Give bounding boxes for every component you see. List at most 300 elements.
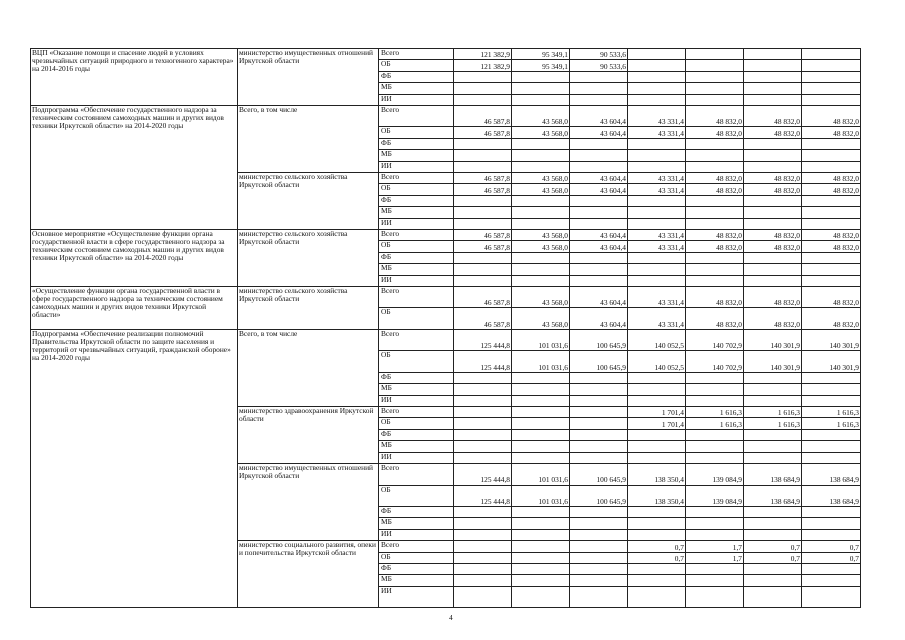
value-cell: 100 645,9 [570,329,628,351]
value-cell: 48 832,0 [744,127,802,138]
responsible-cell: министерство имущественных отношений Иркутской области [238,49,379,106]
value-cell: 140 052,5 [628,329,686,351]
responsible-cell: Всего, в том числе [238,105,379,172]
value-cell: 140 301,9 [744,329,802,351]
value-cell [628,138,686,149]
value-cell [686,252,744,263]
value-cell: 43 604,4 [570,308,628,330]
value-cell: 101 031,6 [512,464,570,486]
value-cell [570,541,628,552]
value-cell [570,507,628,518]
value-cell: 125 444,8 [454,485,512,507]
value-cell [802,384,861,395]
value-cell: 0,7 [802,552,861,563]
value-cell [744,71,802,82]
value-cell [454,552,512,563]
value-cell [454,150,512,161]
value-cell [454,441,512,452]
value-cell [512,518,570,529]
value-cell: 43 568,0 [512,241,570,252]
value-cell [686,71,744,82]
value-cell [454,507,512,518]
value-cell [802,161,861,172]
value-cell [744,507,802,518]
value-cell: 101 031,6 [512,329,570,351]
value-cell [512,564,570,575]
value-cell: 125 444,8 [454,329,512,351]
funding-source-cell: ИИ [379,529,454,540]
value-cell: 43 604,4 [570,229,628,240]
value-cell: 46 587,8 [454,286,512,308]
value-cell: 48 832,0 [686,173,744,184]
value-cell [686,150,744,161]
value-cell [802,518,861,529]
value-cell [744,264,802,275]
funding-source-cell: ОБ [379,60,454,71]
value-cell [744,395,802,406]
value-cell [686,94,744,105]
value-cell [744,429,802,440]
value-cell [628,275,686,286]
funding-source-cell: ОБ [379,127,454,138]
value-cell [570,575,628,586]
value-cell [570,452,628,463]
value-cell [686,372,744,383]
value-cell [512,94,570,105]
value-cell: 43 604,4 [570,286,628,308]
value-cell: 43 331,4 [628,229,686,240]
value-cell [802,60,861,71]
funding-source-cell: ОБ [379,184,454,195]
value-cell [454,395,512,406]
value-cell [744,518,802,529]
value-cell [686,264,744,275]
value-cell: 101 031,6 [512,351,570,373]
value-cell: 140 301,9 [802,351,861,373]
value-cell: 43 568,0 [512,286,570,308]
value-cell [512,586,570,608]
value-cell [802,218,861,229]
funding-source-cell: Всего [379,464,454,486]
value-cell: 48 832,0 [744,173,802,184]
value-cell [570,529,628,540]
value-cell: 1,7 [686,541,744,552]
value-cell: 48 832,0 [686,105,744,127]
value-cell: 46 587,8 [454,229,512,240]
value-cell [686,218,744,229]
value-cell [802,564,861,575]
value-cell [570,395,628,406]
value-cell [454,452,512,463]
value-cell [802,252,861,263]
funding-source-cell: Всего [379,49,454,60]
funding-source-cell: ИИ [379,94,454,105]
value-cell [512,150,570,161]
value-cell [512,441,570,452]
value-cell [570,195,628,206]
value-cell [454,564,512,575]
value-cell: 48 832,0 [686,308,744,330]
value-cell [802,138,861,149]
value-cell: 43 331,4 [628,173,686,184]
responsible-cell: Всего, в том числе [238,329,379,406]
value-cell [686,518,744,529]
value-cell: 48 832,0 [744,184,802,195]
value-cell: 43 604,4 [570,173,628,184]
value-cell [628,161,686,172]
value-cell: 46 587,8 [454,184,512,195]
funding-source-cell: МБ [379,384,454,395]
value-cell: 46 587,8 [454,127,512,138]
value-cell [512,252,570,263]
value-cell [802,94,861,105]
value-cell [744,372,802,383]
value-cell [570,564,628,575]
value-cell [512,429,570,440]
funding-source-cell: МБ [379,207,454,218]
value-cell [454,418,512,429]
value-cell: 138 684,9 [802,464,861,486]
value-cell [628,384,686,395]
value-cell [744,94,802,105]
value-cell [802,586,861,608]
value-cell [570,71,628,82]
value-cell: 139 084,9 [686,485,744,507]
value-cell [744,275,802,286]
value-cell [570,407,628,418]
value-cell: 48 832,0 [686,286,744,308]
value-cell [570,207,628,218]
value-cell [454,575,512,586]
value-cell: 0,7 [802,541,861,552]
value-cell [744,252,802,263]
value-cell [802,83,861,94]
value-cell [686,429,744,440]
value-cell [802,195,861,206]
funding-source-cell: ФБ [379,195,454,206]
funding-source-cell: МБ [379,518,454,529]
value-cell [570,552,628,563]
value-cell [570,94,628,105]
funding-source-cell: ОБ [379,418,454,429]
funding-source-cell: ОБ [379,241,454,252]
value-cell [744,575,802,586]
value-cell: 0,7 [744,552,802,563]
value-cell [744,452,802,463]
value-cell [628,252,686,263]
value-cell [512,395,570,406]
value-cell [570,518,628,529]
value-cell [744,384,802,395]
value-cell: 46 587,8 [454,241,512,252]
value-cell: 100 645,9 [570,351,628,373]
funding-source-cell: ФБ [379,372,454,383]
value-cell: 140 301,9 [744,351,802,373]
value-cell: 90 533,6 [570,60,628,71]
value-cell: 43 568,0 [512,308,570,330]
value-cell: 43 568,0 [512,173,570,184]
value-cell [628,83,686,94]
value-cell: 46 587,8 [454,105,512,127]
value-cell: 1 616,3 [744,407,802,418]
funding-source-cell: ИИ [379,275,454,286]
funding-source-cell: ФБ [379,507,454,518]
value-cell [628,60,686,71]
value-cell [454,407,512,418]
value-cell: 48 832,0 [686,127,744,138]
value-cell: 48 832,0 [686,241,744,252]
value-cell [628,207,686,218]
value-cell [454,275,512,286]
value-cell: 140 702,9 [686,329,744,351]
value-cell [686,161,744,172]
value-cell [628,150,686,161]
value-cell [744,60,802,71]
value-cell [802,575,861,586]
funding-source-cell: Всего [379,229,454,240]
value-cell [628,218,686,229]
value-cell [512,452,570,463]
value-cell [570,252,628,263]
funding-source-cell: МБ [379,441,454,452]
value-cell: 43 331,4 [628,241,686,252]
value-cell [454,71,512,82]
value-cell: 48 832,0 [802,173,861,184]
value-cell [512,407,570,418]
value-cell [512,372,570,383]
funding-source-cell: ИИ [379,218,454,229]
value-cell [454,218,512,229]
value-cell [454,541,512,552]
value-cell: 43 604,4 [570,105,628,127]
value-cell [744,586,802,608]
value-cell [512,529,570,540]
value-cell [744,161,802,172]
responsible-cell: министерство имущественных отношений Иркутской области [238,464,379,541]
value-cell [570,429,628,440]
funding-source-cell: ФБ [379,71,454,82]
value-cell [628,94,686,105]
value-cell: 43 568,0 [512,105,570,127]
value-cell [802,529,861,540]
value-cell: 43 568,0 [512,184,570,195]
value-cell [512,264,570,275]
value-cell: 1 616,3 [686,418,744,429]
value-cell: 140 702,9 [686,351,744,373]
value-cell [628,564,686,575]
funding-source-cell: ФБ [379,138,454,149]
value-cell [686,60,744,71]
funding-source-cell: Всего [379,286,454,308]
value-cell [802,507,861,518]
value-cell: 46 587,8 [454,308,512,330]
value-cell [744,83,802,94]
funding-source-cell: ИИ [379,586,454,608]
value-cell [454,372,512,383]
value-cell [570,586,628,608]
value-cell [686,275,744,286]
value-cell: 48 832,0 [802,105,861,127]
funding-source-cell: ФБ [379,429,454,440]
program-name-cell: ВЦП «Оказание помощи и спасение людей в условиях чрезвычайных ситуаций природного и техногенного характера» на 2014-2016 годы [31,49,238,106]
value-cell: 43 331,4 [628,286,686,308]
value-cell: 43 604,4 [570,241,628,252]
value-cell [454,518,512,529]
table-row [31,329,861,351]
value-cell [802,452,861,463]
value-cell [454,195,512,206]
value-cell [570,275,628,286]
funding-source-cell: МБ [379,575,454,586]
value-cell: 0,7 [628,541,686,552]
value-cell [628,586,686,608]
responsible-cell: министерство сельского хозяйства Иркутской области [238,173,379,230]
value-cell [570,83,628,94]
value-cell [686,564,744,575]
value-cell [512,138,570,149]
funding-source-cell: Всего [379,173,454,184]
responsible-cell: министерство здравоохранения Иркутской области [238,407,379,464]
funding-source-cell: МБ [379,150,454,161]
funding-source-cell: ИИ [379,395,454,406]
value-cell [744,218,802,229]
value-cell [802,207,861,218]
value-cell [802,275,861,286]
value-cell: 1 701,4 [628,407,686,418]
value-cell [454,586,512,608]
value-cell [512,195,570,206]
value-cell [512,83,570,94]
value-cell: 100 645,9 [570,464,628,486]
value-cell: 48 832,0 [744,286,802,308]
value-cell: 48 832,0 [802,184,861,195]
funding-source-cell: ИИ [379,452,454,463]
value-cell [744,207,802,218]
value-cell [628,518,686,529]
value-cell [454,94,512,105]
value-cell [802,150,861,161]
value-cell: 1 616,3 [744,418,802,429]
value-cell [570,150,628,161]
value-cell: 101 031,6 [512,485,570,507]
value-cell [454,384,512,395]
funding-source-cell: Всего [379,541,454,552]
value-cell: 43 331,4 [628,105,686,127]
value-cell: 48 832,0 [802,308,861,330]
value-cell [512,71,570,82]
value-cell: 48 832,0 [802,241,861,252]
value-cell [744,138,802,149]
value-cell [512,507,570,518]
value-cell [628,575,686,586]
value-cell [686,207,744,218]
value-cell: 1 616,3 [802,418,861,429]
value-cell: 48 832,0 [744,229,802,240]
value-cell [628,49,686,60]
value-cell [802,395,861,406]
value-cell [570,418,628,429]
value-cell: 43 568,0 [512,229,570,240]
value-cell [454,207,512,218]
value-cell [802,49,861,60]
value-cell [628,507,686,518]
value-cell [454,529,512,540]
value-cell [802,429,861,440]
value-cell [512,418,570,429]
value-cell: 140 052,5 [628,351,686,373]
value-cell: 48 832,0 [802,229,861,240]
table-row [31,105,861,127]
value-cell [686,575,744,586]
value-cell [628,372,686,383]
value-cell: 0,7 [744,541,802,552]
funding-source-cell: МБ [379,264,454,275]
value-cell: 46 587,8 [454,173,512,184]
funding-source-cell: ОБ [379,485,454,507]
value-cell [570,441,628,452]
value-cell: 48 832,0 [744,241,802,252]
value-cell [686,441,744,452]
value-cell: 121 382,9 [454,60,512,71]
value-cell: 140 301,9 [802,329,861,351]
value-cell [744,441,802,452]
value-cell: 139 084,9 [686,464,744,486]
value-cell: 1,7 [686,552,744,563]
value-cell [686,395,744,406]
program-name-cell: Основное мероприятие «Осуществление функции органа государственной власти в сфере государственного надзора за техническим состоянием самоходных машин и других видов техники Иркутской области» на 2014-2020 годы [31,229,238,286]
value-cell [570,161,628,172]
value-cell [686,586,744,608]
value-cell [628,452,686,463]
value-cell [628,264,686,275]
value-cell: 95 349,1 [512,60,570,71]
value-cell [744,529,802,540]
value-cell [686,529,744,540]
table-row [31,49,861,60]
program-name-cell: Подпрограмма «Обеспечение государственного надзора за техническим состоянием самоходных машин и других видов техники Иркутской области» на 2014-2020 годы [31,105,238,229]
value-cell [686,507,744,518]
page-number: 4 [449,613,453,622]
value-cell: 43 604,4 [570,127,628,138]
value-cell: 90 533,6 [570,49,628,60]
value-cell: 43 331,4 [628,127,686,138]
value-cell [744,195,802,206]
value-cell [512,384,570,395]
value-cell [454,429,512,440]
funding-source-cell: ОБ [379,552,454,563]
value-cell [686,83,744,94]
value-cell: 138 684,9 [744,464,802,486]
funding-source-cell: ИИ [379,161,454,172]
value-cell [628,195,686,206]
budget-table [30,48,861,608]
funding-source-cell: ОБ [379,351,454,373]
value-cell [686,452,744,463]
table-row [31,229,861,240]
value-cell [454,252,512,263]
value-cell [628,395,686,406]
value-cell [744,564,802,575]
funding-source-cell: ФБ [379,252,454,263]
value-cell: 43 331,4 [628,308,686,330]
program-name-cell: Подпрограмма «Обеспечение реализации полномочий Правительства Иркутской области по защите населения и территорий от чрезвычайных ситуаций, гражданской обороне» на 2014-2020 годы [31,329,238,607]
value-cell [628,441,686,452]
value-cell [570,372,628,383]
value-cell: 48 832,0 [744,308,802,330]
value-cell: 138 684,9 [744,485,802,507]
value-cell: 0,7 [628,552,686,563]
funding-source-cell: ФБ [379,564,454,575]
